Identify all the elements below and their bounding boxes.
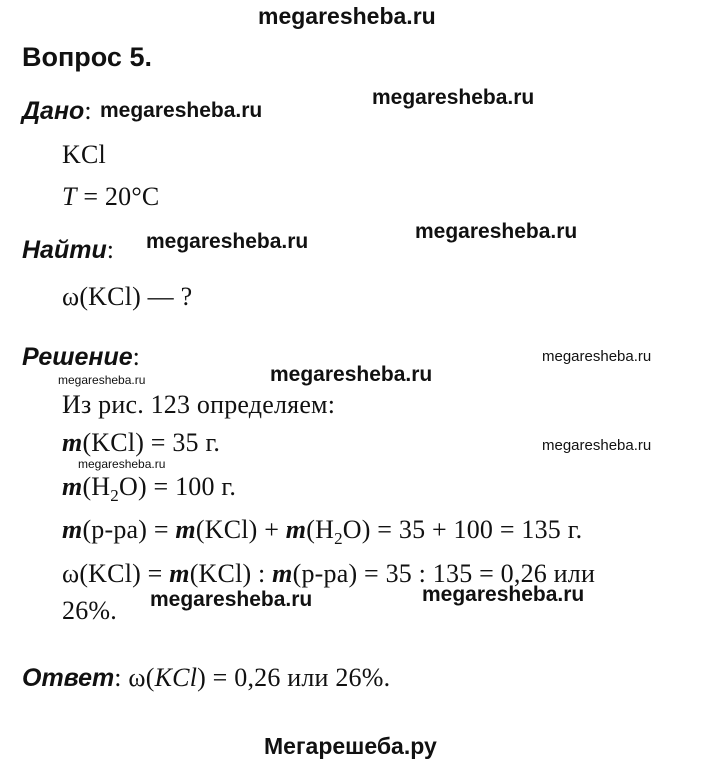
mass-symbol: m bbox=[285, 515, 307, 544]
given-label: Дано bbox=[22, 97, 85, 125]
mass-symbol: m bbox=[62, 472, 83, 501]
find-colon: : bbox=[106, 235, 114, 264]
watermark: megaresheba.ru bbox=[146, 230, 309, 253]
solution-intro: Из рис. 123 определяем: bbox=[62, 390, 336, 419]
header-site: megaresheba.ru bbox=[258, 3, 436, 29]
answer-formula: KCl bbox=[154, 663, 198, 692]
watermark: megaresheba.ru bbox=[58, 373, 146, 387]
solution-colon: : bbox=[132, 342, 140, 371]
solution-line-4: ω(KCl) = m(KCl) : m(р-ра) = 35 : 135 = 0,26 или bbox=[62, 559, 596, 588]
mass-symbol: m bbox=[62, 515, 83, 544]
mass-symbol: m bbox=[169, 559, 190, 588]
footer-brand: Мегарешеба.ру bbox=[264, 733, 437, 759]
given-temperature bbox=[62, 182, 159, 212]
find-expression: ω(KCl) — ? bbox=[62, 282, 193, 311]
temp-value: = 20°C bbox=[76, 182, 160, 211]
solution-line-3: $m(р-ра) = m(KCl) + m(H_2O) = 35 + 100 = 135$ г. bbox=[62, 515, 583, 549]
solution-line-5: 26%. bbox=[62, 596, 117, 625]
given-substance: KCl bbox=[62, 140, 106, 169]
answer-colon: : bbox=[114, 663, 122, 692]
watermark: megaresheba.ru bbox=[422, 583, 585, 606]
solution-label: Решение bbox=[22, 343, 133, 371]
watermark: megaresheba.ru bbox=[415, 220, 578, 243]
temp-variable: T bbox=[62, 182, 77, 211]
watermark: megaresheba.ru bbox=[150, 588, 313, 611]
given-colon: : bbox=[84, 96, 92, 125]
mass-symbol: m bbox=[62, 428, 83, 457]
watermark: megaresheba.ru bbox=[542, 437, 652, 454]
find-label: Найти bbox=[22, 236, 107, 264]
solution-heading bbox=[22, 342, 140, 372]
solution-line-1: m(KCl) = 35 г. bbox=[62, 428, 221, 457]
answer-line: Ответ: ω(KCl) = 0,26 или 26%. bbox=[22, 663, 391, 692]
question-title: Вопрос 5. bbox=[22, 42, 152, 72]
watermark: megaresheba.ru bbox=[78, 457, 166, 471]
solution-line-2: $m(H_2O) = 100$ г. bbox=[62, 472, 237, 506]
watermark: megaresheba.ru bbox=[270, 363, 433, 386]
mass-symbol: m bbox=[272, 559, 293, 588]
watermark: megaresheba.ru bbox=[542, 348, 652, 365]
find-heading bbox=[22, 235, 114, 265]
watermark: megaresheba.ru bbox=[372, 86, 535, 109]
answer-label: Ответ bbox=[22, 664, 115, 692]
mass-symbol: m bbox=[175, 515, 196, 544]
watermark: megaresheba.ru bbox=[100, 99, 263, 122]
given-heading bbox=[22, 96, 92, 126]
